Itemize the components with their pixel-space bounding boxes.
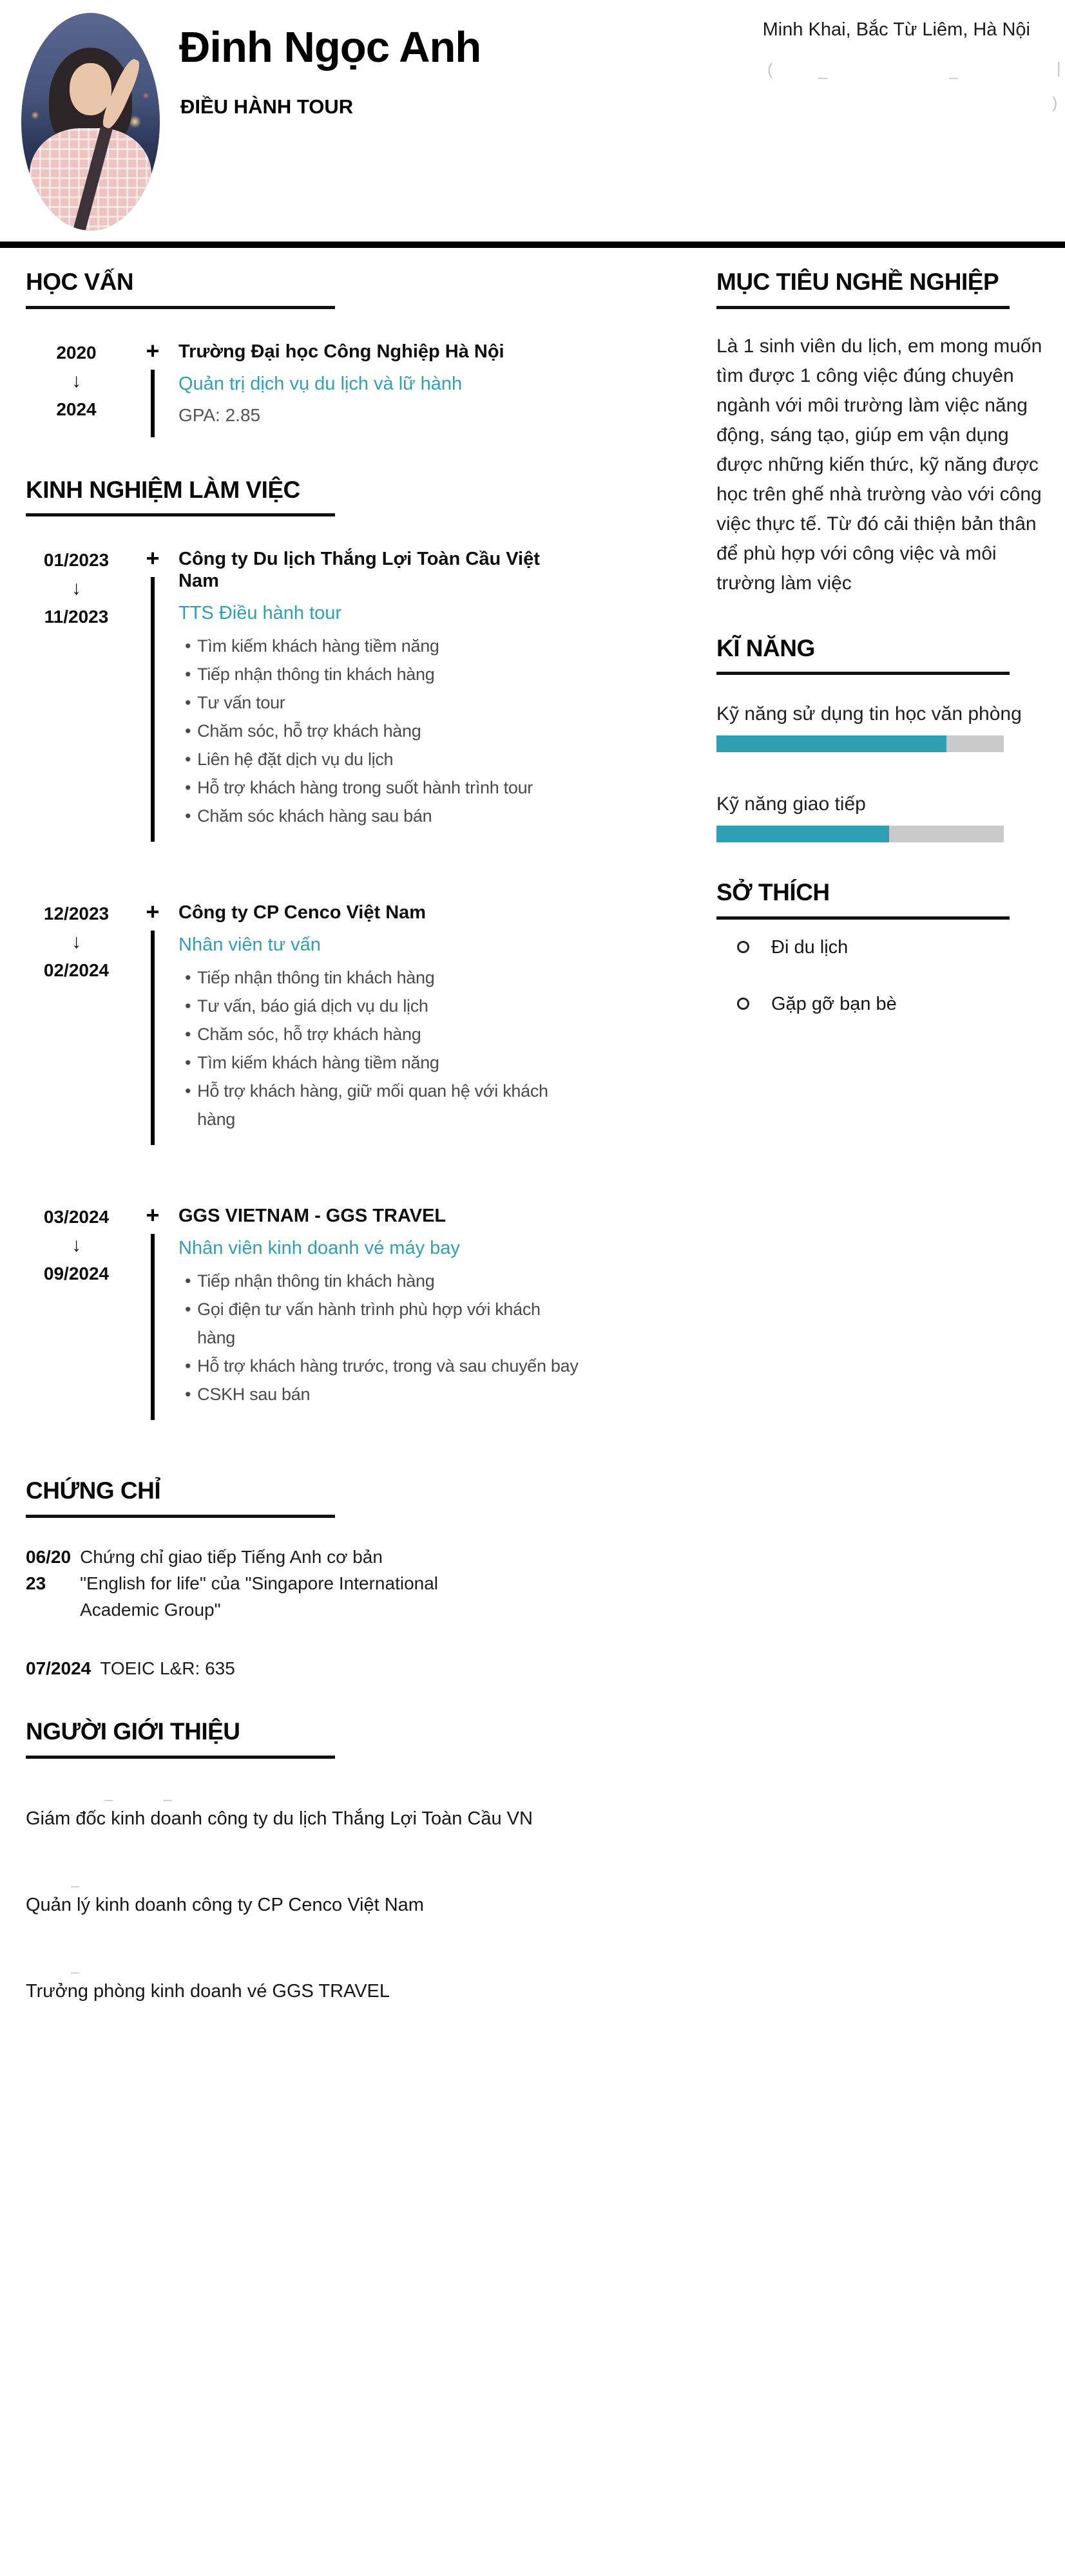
redacted-name-marks: – (71, 1877, 80, 1895)
duty-text: Tìm kiếm khách hàng tiềm năng (197, 636, 439, 656)
candidate-job-title: ĐIỀU HÀNH TOUR (180, 95, 354, 118)
skill-progress-track (716, 735, 1004, 752)
skill-progress-fill (716, 735, 946, 752)
date-to: 2024 (56, 399, 97, 419)
bullet-icon: • (185, 1356, 191, 1376)
hobby-label: Gặp gỡ bạn bè (771, 994, 897, 1015)
duty-item (178, 660, 580, 688)
header-divider (0, 242, 1065, 248)
skills-heading: KĨ NĂNG (716, 634, 815, 661)
duty-item (178, 1048, 580, 1077)
redacted-name-marks: – (71, 1963, 80, 1981)
duty-item (178, 1267, 580, 1295)
certificate-date: 06/20 23 (26, 1547, 72, 1594)
bullet-icon: • (185, 1271, 191, 1291)
heading-rule (26, 306, 335, 309)
heading-rule (716, 672, 1010, 675)
duty-item (178, 632, 580, 660)
contact-address: Minh Khai, Bắc Từ Liêm, Hà Nội (762, 19, 1030, 40)
circle-bullet-icon (737, 941, 749, 953)
redacted-contact-mark: – (818, 68, 827, 86)
skill-progress-fill (716, 826, 889, 842)
duty-text: Tiếp nhận thông tin khách hàng (197, 665, 435, 685)
duty-text: Liên hệ đặt dịch vụ du lịch (197, 750, 394, 770)
date-from: 2020 (56, 342, 97, 363)
education-heading: HỌC VẤN (26, 269, 134, 295)
gpa-note: GPA: 2.85 (178, 404, 261, 425)
left-column (26, 269, 580, 2050)
bullet-icon: • (185, 636, 191, 656)
entry-date-range (26, 339, 127, 440)
skill-label: Kỹ năng sử dụng tin học văn phòng (716, 703, 1022, 725)
duty-text: Gọi điện tư vấn hành trình phù hợp với khách hàng (197, 1300, 541, 1348)
plus-icon: + (146, 337, 160, 364)
redacted-contact-mark: ) (1052, 94, 1058, 112)
redacted-contact-mark: – (949, 68, 958, 86)
references-heading: NGƯỜI GIỚI THIỆU (26, 1718, 240, 1745)
timeline-line (151, 1234, 155, 1420)
duty-text: Hỗ trợ khách hàng, giữ mối quan hệ với khách hàng (197, 1081, 548, 1130)
timeline-connector (127, 546, 178, 844)
duty-text: Chăm sóc, hỗ trợ khách hàng (197, 1025, 421, 1045)
reference-entry (26, 1964, 580, 2002)
company-name: GGS VIETNAM - GGS TRAVEL (178, 1206, 446, 1227)
duty-text: Chăm sóc, hỗ trợ khách hàng (197, 721, 421, 741)
date-from: 03/2024 (43, 1207, 110, 1227)
duty-text: Tiếp nhận thông tin khách hàng (197, 1271, 435, 1291)
bullet-icon: • (185, 968, 191, 988)
school-name: Trường Đại học Công Nghiệp Hà Nội (178, 341, 504, 362)
duty-item (178, 1352, 580, 1380)
entry-body (178, 900, 580, 1148)
reference-text: Quản lý kinh doanh công ty CP Cenco Việt Nam (26, 1894, 424, 1915)
section-objective (716, 269, 1058, 598)
date-from: 12/2023 (43, 904, 110, 924)
circle-bullet-icon (737, 998, 749, 1010)
duty-item (178, 688, 580, 717)
bullet-icon: • (185, 1053, 191, 1073)
objective-text: Là 1 sinh viên du lịch, em mong muốn tìm được 1 công việc đúng chuyên ngành với môi trường làm việc năng động, sáng tạo, giúp em vận dụng được những kiến thức, kỹ năng được học trên ghế nhà trường vào với công việc thực tế. Từ đó cải thiện bản thân để phù hợp với công việc và môi trường làm việc (716, 335, 1042, 594)
redacted-contact-mark: ( (767, 61, 773, 79)
entry-body (178, 1203, 580, 1423)
experience-entry (26, 546, 580, 844)
duty-list (178, 632, 580, 830)
objective-heading: MỤC TIÊU NGHỀ NGHIỆP (716, 269, 999, 295)
photo-face-shape (70, 63, 111, 115)
experience-heading: KINH NGHIỆM LÀM VIỆC (26, 476, 300, 503)
bullet-icon: • (185, 778, 191, 798)
position-title: Nhân viên kinh doanh vé máy bay (178, 1238, 460, 1259)
company-name: Công ty CP Cenco Việt Nam (178, 902, 427, 923)
redacted-name-marks: – – (104, 1790, 172, 1808)
certificate-entry (26, 1655, 580, 1681)
date-to: 11/2023 (44, 607, 109, 627)
timeline-line (151, 370, 155, 437)
arrow-down-icon: ↓ (72, 578, 81, 600)
redacted-contact-mark: | (1057, 59, 1061, 77)
certificate-entry (26, 1544, 580, 1623)
skill-item (716, 793, 1058, 842)
date-to: 02/2024 (43, 960, 110, 981)
duty-text: Tư vấn, báo giá dịch vụ du lịch (197, 996, 428, 1016)
date-to: 09/2024 (43, 1264, 110, 1284)
bullet-icon: • (185, 806, 191, 826)
experience-entry (26, 1203, 580, 1423)
education-entry (26, 339, 580, 440)
arrow-down-icon: ↓ (72, 931, 81, 953)
section-education (26, 269, 580, 440)
certificate-entries (26, 1544, 580, 1681)
position-title: Nhân viên tư vấn (178, 934, 321, 956)
skill-progress-track (716, 826, 1004, 842)
entry-date-range (26, 546, 127, 844)
entry-body (178, 546, 580, 844)
timeline-connector (127, 900, 178, 1148)
duty-text: Tìm kiếm khách hàng tiềm năng (197, 1053, 439, 1073)
duty-item (178, 992, 580, 1020)
major-name: Quản trị dịch vụ du lịch và lữ hành (178, 373, 463, 394)
profile-photo (21, 13, 160, 231)
section-certificates (26, 1478, 580, 1681)
hobby-item (716, 936, 1058, 958)
duty-text: Hỗ trợ khách hàng trước, trong và sau chuyến bay (197, 1356, 579, 1376)
plus-icon: + (146, 1202, 160, 1229)
bullet-icon: • (185, 1385, 191, 1405)
certificates-heading: CHỨNG CHỈ (26, 1477, 161, 1504)
bullet-icon: • (185, 665, 191, 685)
bullet-icon: • (185, 1081, 191, 1101)
bullet-icon: • (185, 1025, 191, 1045)
hobby-list (716, 936, 1058, 1015)
skill-item (716, 703, 1058, 752)
heading-rule (26, 1515, 335, 1518)
skill-list (716, 703, 1058, 842)
duty-item (178, 773, 580, 802)
position-title: TTS Điều hành tour (178, 603, 342, 624)
duty-list (178, 963, 580, 1133)
section-experience (26, 477, 580, 1423)
experience-entries (26, 546, 580, 1423)
plus-icon: + (146, 898, 160, 925)
experience-entry (26, 900, 580, 1148)
section-references (26, 1719, 580, 2002)
certificate-text: Chứng chỉ giao tiếp Tiếng Anh cơ bản "English for life" của "Singapore International Academic Group" (80, 1547, 439, 1620)
reference-entries (26, 1791, 580, 2002)
duty-text: Tiếp nhận thông tin khách hàng (197, 968, 435, 988)
company-name: Công ty Du lịch Thắng Lợi Toàn Cầu Việt Nam (178, 549, 540, 592)
heading-rule (26, 1756, 335, 1759)
bullet-icon: • (185, 1300, 191, 1320)
certificate-text: TOEIC L&R: 635 (100, 1658, 235, 1679)
skill-label: Kỹ năng giao tiếp (716, 793, 866, 815)
entry-body (178, 339, 504, 440)
duty-item (178, 1295, 580, 1352)
timeline-line (151, 931, 155, 1145)
reference-entry (26, 1791, 580, 1830)
arrow-down-icon: ↓ (72, 1235, 81, 1256)
hobby-label: Đi du lịch (771, 937, 849, 958)
entry-date-range (26, 1203, 127, 1423)
duty-text: CSKH sau bán (197, 1385, 311, 1405)
reference-text: Giám đốc kinh doanh công ty du lịch Thắng Lợi Toàn Cầu VN (26, 1808, 533, 1829)
duty-item (178, 1077, 580, 1133)
date-from: 01/2023 (43, 550, 110, 571)
entry-date-range (26, 900, 127, 1148)
right-column (716, 269, 1058, 1015)
heading-rule (716, 306, 1010, 309)
hobby-item (716, 993, 1058, 1015)
education-entries (26, 339, 580, 440)
bullet-icon: • (185, 996, 191, 1016)
bullet-icon: • (185, 693, 191, 713)
duty-item (178, 1380, 580, 1408)
duty-item (178, 802, 580, 830)
duty-text: Tư vấn tour (197, 693, 285, 713)
duty-item (178, 963, 580, 992)
duty-item (178, 745, 580, 773)
heading-rule (26, 513, 335, 516)
reference-entry (26, 1877, 580, 1916)
reference-text: Trưởng phòng kinh doanh vé GGS TRAVEL (26, 1980, 390, 2002)
duty-text: Hỗ trợ khách hàng trong suốt hành trình tour (197, 778, 533, 798)
duty-list (178, 1267, 580, 1408)
section-hobbies (716, 880, 1058, 1015)
duty-text: Chăm sóc khách hàng sau bán (197, 806, 432, 826)
timeline-connector (127, 339, 178, 440)
candidate-name: Đinh Ngọc Anh (179, 23, 481, 71)
arrow-down-icon: ↓ (72, 370, 81, 392)
section-skills (716, 636, 1058, 843)
duty-item (178, 1020, 580, 1048)
hobbies-heading: SỞ THÍCH (716, 879, 830, 906)
certificate-date: 07/2024 (26, 1658, 91, 1679)
plus-icon: + (146, 545, 160, 572)
bullet-icon: • (185, 721, 191, 741)
heading-rule (716, 916, 1010, 920)
timeline-connector (127, 1203, 178, 1423)
timeline-line (151, 577, 155, 842)
duty-item (178, 717, 580, 745)
bullet-icon: • (185, 750, 191, 770)
